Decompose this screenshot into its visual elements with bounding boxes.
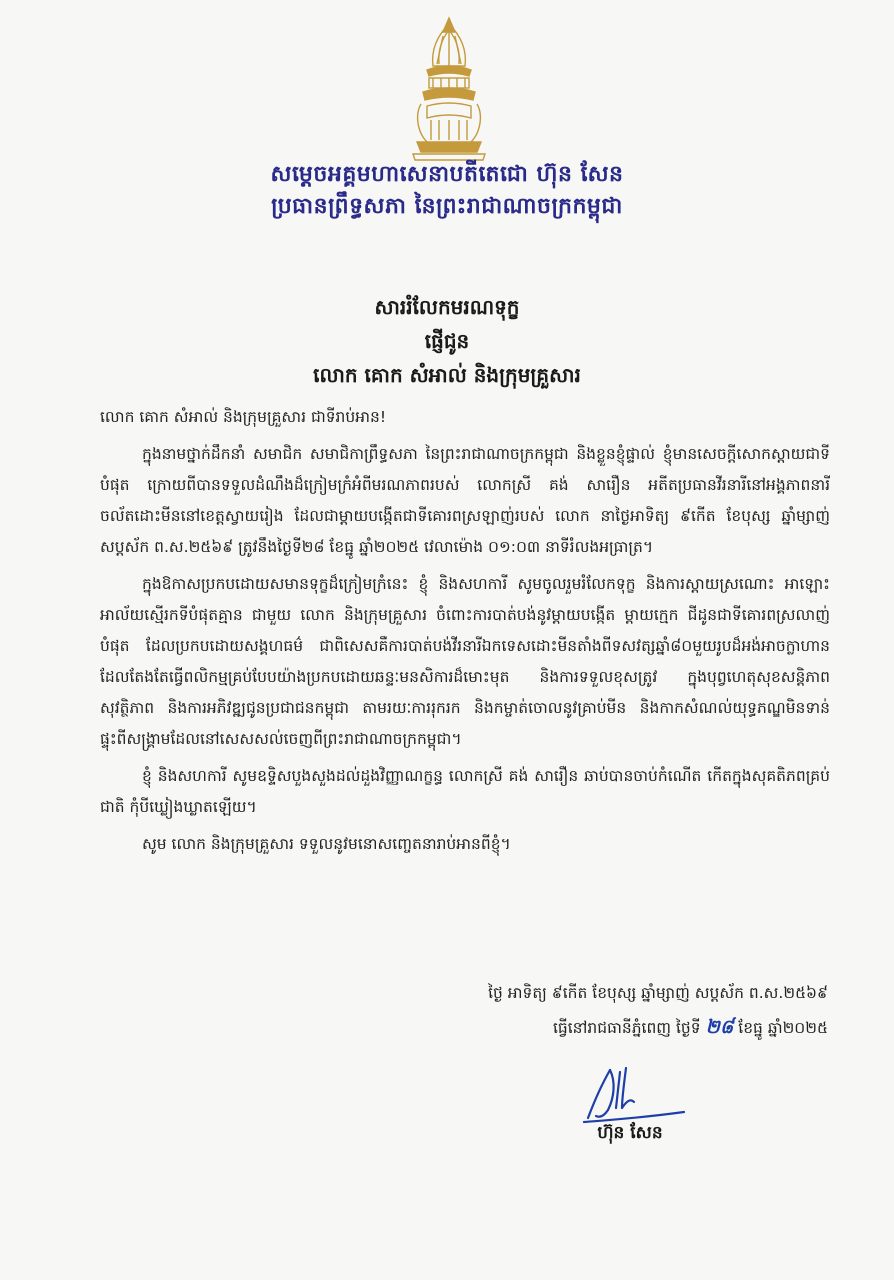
- letter-title: [0, 290, 894, 392]
- letter-body: [100, 402, 830, 860]
- place-suffix: ខែធ្នូ ឆ្នាំ២០២៥: [738, 1019, 828, 1037]
- sender-position: ប្រធានព្រឹទ្ធសភា នៃព្រះរាជាណាចក្រកម្ពុជា: [271, 193, 623, 219]
- salutation: លោក គោក សំអាល់ និងក្រុមគ្រួសារ ជាទីរាប់អាន!: [100, 408, 387, 426]
- closing-line: សូម លោក និងក្រុមគ្រួសារ ទទួលនូវមនោសញ្ចេតនារាប់អានពីខ្ញុំ។: [142, 835, 511, 853]
- dateline: [0, 976, 828, 1045]
- paragraph-1: ក្នុងនាមថ្នាក់ដឹកនាំ សមាជិក សមាជិកាព្រឹទ្ធសភា នៃព្រះរាជាណាចក្រកម្ពុជា និងខ្លួនខ្ញុំផ្ទាល់ ខ្ញុំមានសេចក្ដីសោកស្ដាយជាទីបំផុត ក្រោយពីបានទទួលដំណឹងដ៏ក្រៀមក្រំអំពីមរណភាពរបស់ លោកស្រី គង់ សារឿន អតីតប្រធានវីរនារីនៅអង្គភាពនារីចល័តដោះមីននៅខេត្តស្វាយរៀង ដែលជាម្ដាយបង្កើតជាទីគោរពស្រឡាញ់របស់ លោក នាថ្ងៃអាទិត្យ ៩កើត ខែបុស្ស ឆ្នាំម្សាញ់ សប្តស័ក ព.ស.២៥៦៩ ត្រូវនឹងថ្ងៃទី២៨ ខែធ្នូ ឆ្នាំ២០២៥ វេលាម៉ោង ០១:០៣ នាទីរំលងអធ្រាត្រ។: [100, 445, 830, 556]
- signature-icon: [580, 1058, 690, 1128]
- title-line-3: លោក គោក សំអាល់ និងក្រុមគ្រួសារ: [313, 363, 581, 387]
- sender-header: [0, 158, 894, 222]
- lunar-date: ថ្ងៃ អាទិត្យ ៩កើត ខែបុស្ស ឆ្នាំម្សាញ់ សប្តស័ក ព.ស.២៥៦៩: [488, 984, 828, 1002]
- sender-name: សម្ដេចអគ្គមហាសេនាបតីតេជោ ហ៊ុន សែន: [270, 161, 624, 187]
- place-prefix: ធ្វើនៅរាជធានីភ្នំពេញ ថ្ងៃទី: [552, 1019, 701, 1037]
- paragraph-3: ខ្ញុំ និងសហការី សូមឧទ្ទិសបួងសួងដល់ដួងវិញ្ញាណក្ខន្ធ លោកស្រី គង់ សារឿន ឆាប់បានចាប់កំណើត កើតក្នុងសុគតិភពគ្រប់ជាតិ កុំបីឃ្លៀងឃ្លាតឡើយ។: [100, 767, 830, 816]
- paragraph-2: ក្នុងឱកាសប្រកបដោយសមានទុក្ខដ៏ក្រៀមក្រំនេះ ខ្ញុំ និងសហការី សូមចូលរួមរំលែកទុក្ខ និងការស្ដាយស្រណោះ អាឡោះអាល័យស្មើរកទីបំផុតគ្មាន ជាមួយ លោក និងក្រុមគ្រួសារ ចំពោះការបាត់បង់នូវម្ដាយបង្កើត ម្ដាយក្មេក ជីដូនជាទីគោរពស្រលាញ់បំផុត ដែលប្រកបដោយសង្គហធម៌ ជាពិសេសគឺការបាត់បង់វីរនារីឯកទេសដោះមីនតាំងពីទសវត្សឆ្នាំ៨០មួយរូបដ៏អង់អាចក្លាហាន ដែលតែងតែធ្វើពលិកម្មគ្រប់បែបយ៉ាងប្រកបដោយឆន្ទៈមនសិការដ៏មោះមុត និងការទទួលខុសត្រូវ ក្នុងបុព្វហេតុសុខសន្តិភាព សុវត្ថិភាព និងការអភិវឌ្ឍជូនប្រជាជនកម្ពុជា តាមរយៈការរុករក និងកម្ចាត់ចោលនូវគ្រាប់មីន និងកាកសំណល់យុទ្ធភណ្ឌមិនទាន់ផ្ទុះពីសង្គ្រាមដែលនៅសេសសល់ចេញពីព្រះរាជាណាចក្រកម្ពុជា។: [100, 575, 830, 748]
- signer-name: ហ៊ុន សែន: [597, 1123, 663, 1143]
- title-line-2: ផ្ញើជូន: [424, 329, 470, 353]
- place-date: [0, 1010, 828, 1045]
- title-line-1: សាររំលែកមរណទុក្ខ: [374, 295, 520, 319]
- senate-emblem-icon: [407, 14, 491, 164]
- handwritten-day: ២៨: [705, 1016, 734, 1038]
